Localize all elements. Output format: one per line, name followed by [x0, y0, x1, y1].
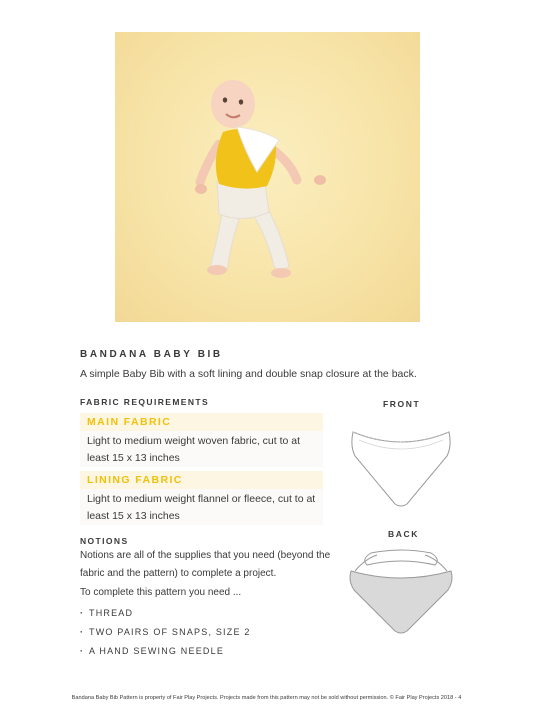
lining-fabric-label: LINING FABRIC [80, 471, 323, 489]
baby-illustration [115, 32, 420, 322]
list-item [80, 623, 251, 642]
list-item [80, 604, 251, 623]
main-fabric-label: MAIN FABRIC [80, 413, 323, 431]
bullet-icon: · [80, 608, 85, 618]
notions-heading: NOTIONS [80, 536, 129, 546]
list-item [80, 642, 251, 661]
notions-list [80, 604, 251, 661]
bullet-icon: · [80, 646, 85, 656]
page-footer: Bandana Baby Bib Pattern is property of Fair Play Projects. Projects made from this pattern may not be sold without permission. © Fair Play Projects 2018 - 4 [71, 695, 462, 701]
baby-photo [115, 32, 420, 322]
bullet-icon: · [80, 627, 85, 637]
notion-item: THREAD [89, 608, 134, 618]
lining-fabric-text: Light to medium weight flannel or fleece, cut to at least 15 x 13 inches [80, 489, 323, 525]
page-subtitle: A simple Baby Bib with a soft lining and double snap closure at the back. [80, 368, 417, 380]
notion-item: TWO PAIRS OF SNAPS, SIZE 2 [89, 627, 251, 637]
bib-back-diagram [345, 545, 457, 637]
back-view-label: BACK [388, 529, 419, 539]
notion-item: A HAND SEWING NEEDLE [89, 646, 225, 656]
front-view-label: FRONT [383, 399, 421, 409]
main-fabric-text: Light to medium weight woven fabric, cut to at least 15 x 13 inches [80, 431, 323, 467]
page-title: BANDANA BABY BIB [80, 349, 223, 360]
notions-intro: To complete this pattern you need ... [80, 587, 242, 598]
fabric-requirements-heading: FABRIC REQUIREMENTS [80, 397, 210, 407]
notions-description: Notions are all of the supplies that you need (beyond the fabric and the pattern) to complete a project. [80, 550, 331, 579]
bib-front-diagram [345, 418, 457, 510]
